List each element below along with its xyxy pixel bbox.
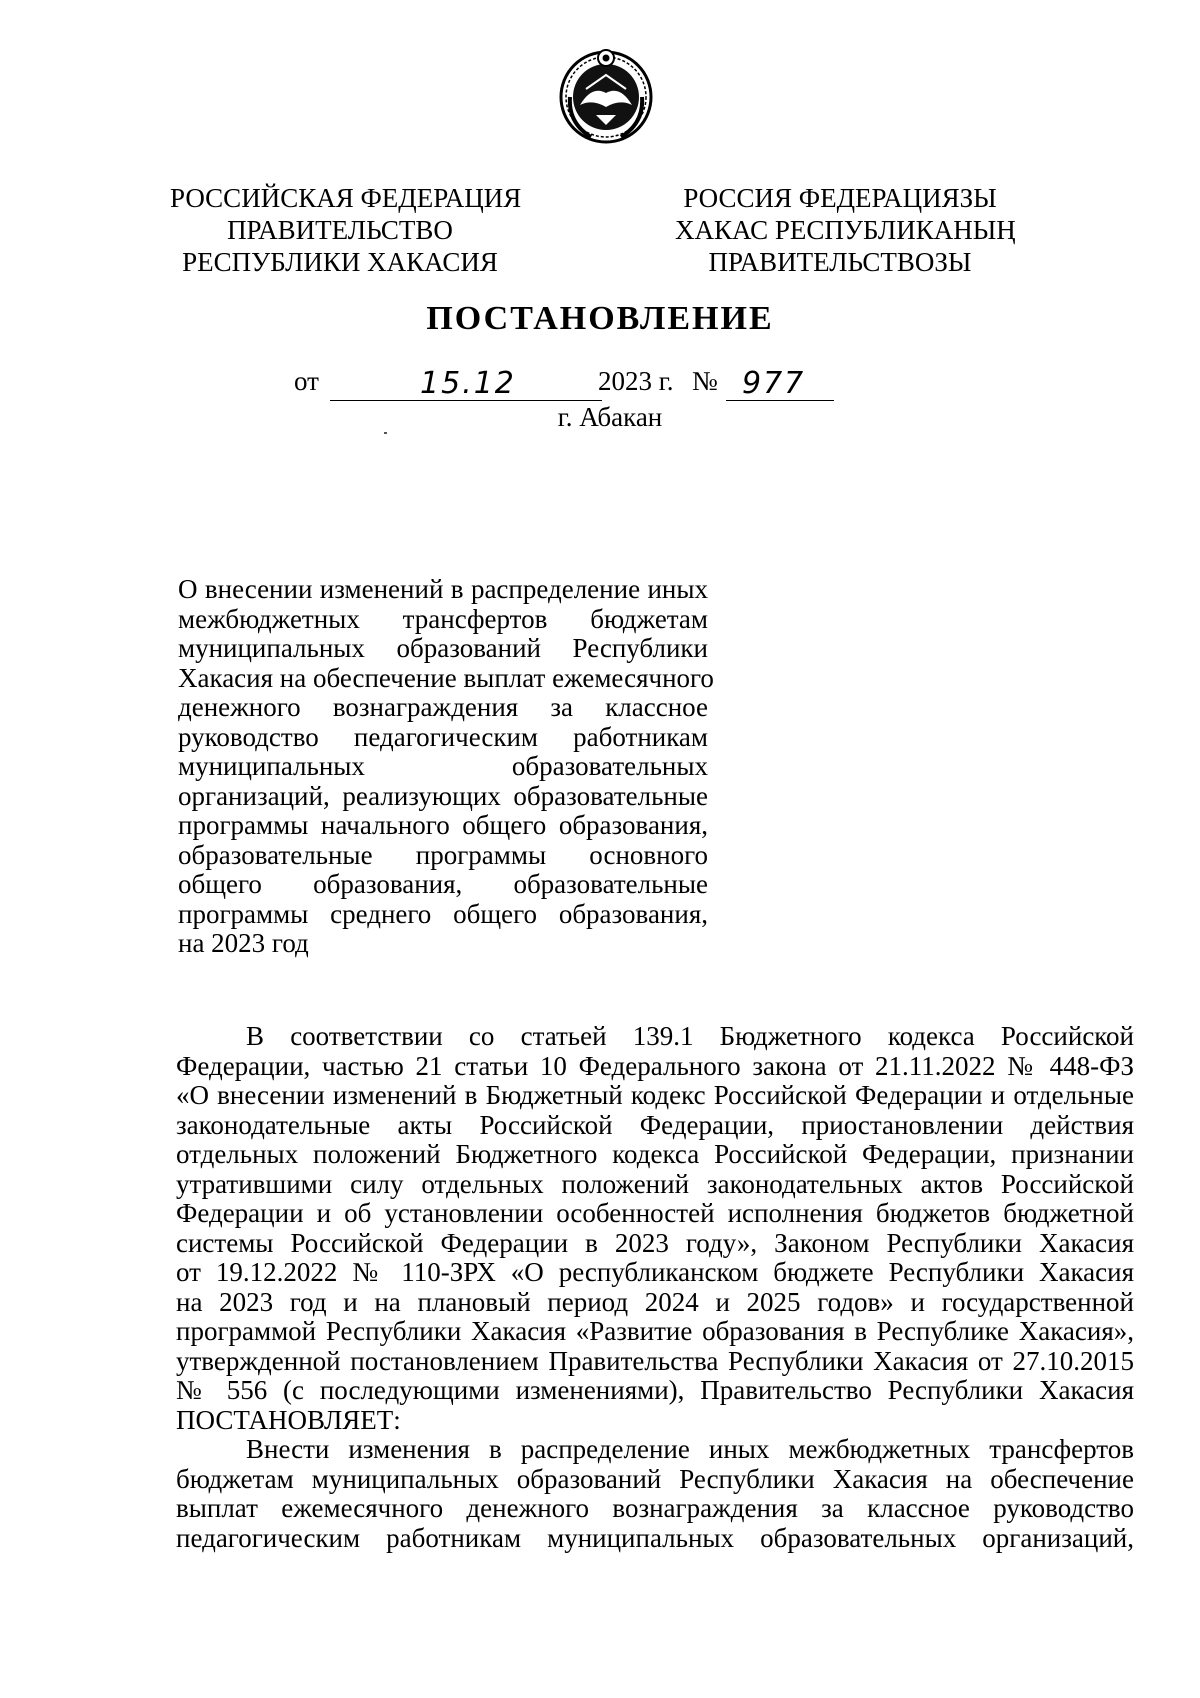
title-line: общего образования, образовательные: [178, 869, 708, 899]
date-underline: [330, 366, 602, 401]
city-name: г. Абакан: [557, 402, 663, 432]
body-line: от 19.12.2022 № 110-ЗРХ «О республиканском бюджете Республики Хакасия: [176, 1257, 1134, 1287]
body-line: ПОСТАНОВЛЯЕТ:: [176, 1404, 401, 1435]
date-number-line: [294, 366, 940, 406]
body-line: выплат ежемесячного денежного вознаграждения за классное руководство: [176, 1493, 1134, 1523]
title-line: муниципальных образований Республики: [178, 633, 708, 663]
body-line: бюджетам муниципальных образований Республики Хакасия на обеспечение: [176, 1463, 1134, 1494]
body-line: Внести изменения в распределение иных межбюджетных трансфертов: [246, 1434, 1134, 1464]
body-line: программой Республики Хакасия «Развитие образования в Республике Хакасия»,: [176, 1316, 1134, 1346]
body-line: законодательные акты Российской Федерации, приостановлении действия: [176, 1109, 1134, 1140]
title-line: О внесении изменений в распределение иных: [178, 574, 708, 604]
title-line: образовательные программы основного: [178, 839, 708, 870]
resolution-body: [176, 1022, 1134, 1553]
number-sign: №: [692, 366, 718, 396]
header-left-russian: [170, 182, 522, 278]
body-line: В соответствии со статьей 139.1 Бюджетного кодекса Российской: [246, 1021, 1134, 1051]
body-line: утратившими силу отдельных положений законодательных актов Российской: [176, 1168, 1134, 1199]
document-type-title: ПОСТАНОВЛЕНИЕ: [426, 300, 774, 337]
body-line: Федерации и об установлении особенностей исполнения бюджетов бюджетной: [176, 1198, 1134, 1228]
title-line: руководство педагогическим работникам: [178, 721, 708, 752]
header-left-line: РЕСПУБЛИКИ ХАКАСИЯ: [182, 247, 498, 277]
scan-dot: [384, 432, 387, 434]
date-prefix: от: [294, 366, 319, 396]
handwritten-number: 977: [742, 366, 806, 401]
header-right-line: РОССИЯ ФЕДЕРАЦИЯЗЫ: [683, 183, 997, 213]
title-line: программы начального общего образования,: [178, 810, 708, 840]
header-right-line: ПРАВИТЕЛЬСТВОЗЫ: [708, 247, 972, 277]
title-line: межбюджетных трансфертов бюджетам: [178, 603, 708, 634]
title-line: Хакасия на обеспечение выплат ежемесячного: [178, 662, 714, 693]
title-line: на 2023 год: [178, 928, 309, 958]
title-line: программы среднего общего образования,: [178, 898, 708, 929]
body-line: Федерации, частью 21 статьи 10 Федерального закона от 21.11.2022 № 448-ФЗ: [176, 1050, 1134, 1081]
title-line: денежного вознаграждения за классное: [178, 692, 708, 722]
header-right-khakas: [675, 182, 1016, 278]
handwritten-date: 15.12: [420, 366, 516, 401]
republic-of-khakassia-coat-of-arms-icon: [556, 45, 656, 145]
body-line: № 556 (с последующими изменениями), Правительство Республики Хакасия: [176, 1375, 1134, 1405]
title-line: организаций, реализующих образовательные: [178, 780, 708, 811]
header-left-line: ПРАВИТЕЛЬСТВО: [227, 215, 453, 245]
body-line: отдельных положений Бюджетного кодекса Российской Федерации, признании: [176, 1139, 1134, 1169]
number-underline: [726, 366, 834, 401]
body-line: системы Российской Федерации в 2023 году», Законом Республики Хакасия: [176, 1227, 1134, 1258]
body-line: педагогическим работникам муниципальных образовательных организаций,: [176, 1522, 1134, 1553]
body-line: «О внесении изменений в Бюджетный кодекс Российской Федерации и отдельные: [176, 1080, 1134, 1110]
date-year: 2023 г.: [598, 366, 674, 396]
body-line: утвержденной постановлением Правительства Республики Хакасия от 27.10.2015: [176, 1345, 1134, 1376]
resolution-title: [178, 574, 714, 959]
body-line: на 2023 год и на плановый период 2024 и 2025 годов» и государственной: [176, 1286, 1134, 1317]
title-line: муниципальных образовательных: [178, 751, 708, 781]
header-right-line: ХАКАС РЕСПУБЛИКАНЫҢ: [675, 215, 1016, 245]
header-left-line: РОССИЙСКАЯ ФЕДЕРАЦИЯ: [170, 183, 522, 213]
